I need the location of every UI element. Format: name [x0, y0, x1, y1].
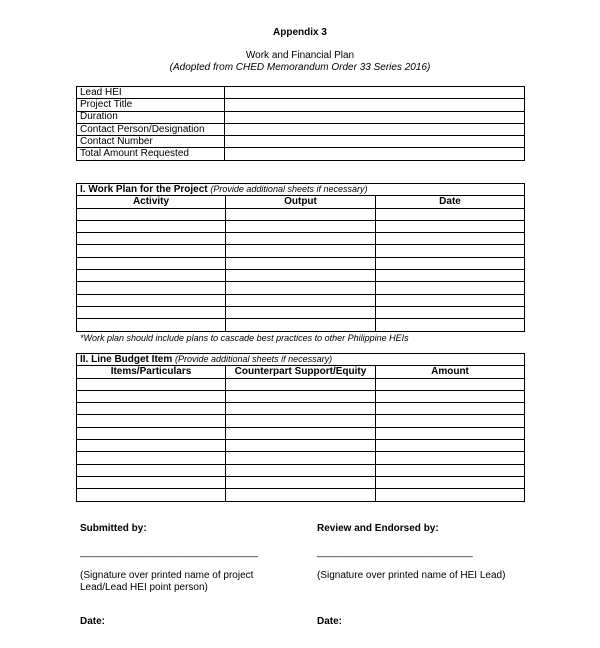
table-cell[interactable]: [226, 378, 376, 390]
table-row: [77, 440, 525, 452]
table-cell[interactable]: [226, 270, 376, 282]
table-cell[interactable]: [226, 427, 376, 439]
table-row: [77, 306, 525, 318]
table-cell[interactable]: [77, 220, 226, 232]
endorsed-date-label: Date:: [317, 616, 343, 627]
table-cell[interactable]: [226, 220, 376, 232]
project-info-table: [76, 86, 525, 161]
info-label: Duration: [77, 111, 225, 123]
table-cell[interactable]: [376, 319, 525, 331]
table-row: [77, 378, 525, 390]
table-cell[interactable]: [226, 452, 376, 464]
info-row: [77, 87, 525, 99]
table-cell[interactable]: [376, 440, 525, 452]
line-budget-table: [76, 353, 525, 502]
table-row: [77, 476, 525, 488]
info-row: [77, 136, 525, 148]
page-subtitle: (Adopted from CHED Memorandum Order 33 Series 2016): [169, 62, 431, 73]
table-cell[interactable]: [376, 378, 525, 390]
table-cell[interactable]: [226, 390, 376, 402]
table-cell[interactable]: [376, 245, 525, 257]
line-budget-heading-note: (Provide additional sheets if necessary): [175, 354, 333, 365]
line-budget-heading-text: II. Line Budget Item: [80, 354, 173, 366]
line-budget-heading: [77, 354, 525, 366]
table-cell[interactable]: [376, 390, 525, 402]
column-header-amount: Amount: [376, 366, 525, 378]
table-cell[interactable]: [226, 415, 376, 427]
table-cell[interactable]: [77, 294, 226, 306]
table-cell[interactable]: [376, 415, 525, 427]
table-cell[interactable]: [226, 208, 376, 220]
table-row: [77, 245, 525, 257]
table-cell[interactable]: [77, 233, 226, 245]
table-cell[interactable]: [376, 464, 525, 476]
endorsed-signature-caption: (Signature over printed name of HEI Lead): [317, 570, 506, 581]
column-header-items: Items/Particulars: [77, 366, 226, 378]
info-value-field[interactable]: [225, 99, 525, 111]
table-cell[interactable]: [376, 403, 525, 415]
info-value-field[interactable]: [225, 111, 525, 123]
work-plan-table: [76, 183, 525, 332]
info-row: [77, 111, 525, 123]
table-row: [77, 464, 525, 476]
table-cell[interactable]: [226, 233, 376, 245]
info-label: Contact Number: [77, 136, 225, 148]
column-header-output: Output: [226, 196, 376, 208]
table-cell[interactable]: [226, 306, 376, 318]
info-value-field[interactable]: [225, 123, 525, 135]
table-cell[interactable]: [77, 476, 226, 488]
info-row: [77, 148, 525, 160]
table-cell[interactable]: [376, 220, 525, 232]
work-plan-heading: [77, 184, 525, 196]
table-cell[interactable]: [77, 245, 226, 257]
table-cell[interactable]: [77, 319, 226, 331]
table-row: [77, 403, 525, 415]
column-header-activity: Activity: [77, 196, 226, 208]
table-row: [77, 427, 525, 439]
table-cell[interactable]: [77, 415, 226, 427]
table-cell[interactable]: [226, 282, 376, 294]
table-cell[interactable]: [376, 306, 525, 318]
table-cell[interactable]: [77, 378, 226, 390]
submitted-signature-caption: (Signature over printed name of project Lead/Lead HEI point person): [80, 570, 254, 593]
appendix-label: Appendix 3: [273, 27, 327, 38]
table-row: [77, 294, 525, 306]
table-row: [77, 233, 525, 245]
table-cell[interactable]: [376, 257, 525, 269]
column-header-date: Date: [376, 196, 525, 208]
table-cell[interactable]: [77, 440, 226, 452]
endorsed-by-label: Review and Endorsed by:: [317, 523, 439, 534]
table-row: [77, 452, 525, 464]
table-cell[interactable]: [376, 427, 525, 439]
endorsed-signature-line: ____________________________: [317, 547, 473, 558]
table-row: [77, 489, 525, 501]
table-cell[interactable]: [376, 476, 525, 488]
work-plan-heading-note: (Provide additional sheets if necessary): [210, 184, 368, 195]
submitted-date-label: Date:: [80, 616, 106, 627]
table-cell[interactable]: [376, 452, 525, 464]
table-cell[interactable]: [226, 319, 376, 331]
page-title: Work and Financial Plan: [245, 50, 355, 61]
table-row: [77, 257, 525, 269]
submitted-by-label: Submitted by:: [80, 523, 147, 534]
table-row: [77, 220, 525, 232]
table-cell[interactable]: [226, 403, 376, 415]
table-cell[interactable]: [226, 294, 376, 306]
table-cell[interactable]: [77, 390, 226, 402]
column-header-counterpart: Counterpart Support/Equity: [226, 366, 376, 378]
table-cell[interactable]: [77, 282, 226, 294]
table-cell[interactable]: [77, 257, 226, 269]
info-label: Total Amount Requested: [77, 148, 225, 160]
table-row: [77, 390, 525, 402]
info-label: Lead HEI: [77, 87, 225, 99]
table-cell[interactable]: [77, 452, 226, 464]
info-value-field[interactable]: [225, 87, 525, 99]
table-cell[interactable]: [376, 282, 525, 294]
table-cell[interactable]: [77, 464, 226, 476]
table-cell[interactable]: [77, 270, 226, 282]
info-row: [77, 99, 525, 111]
table-cell[interactable]: [226, 245, 376, 257]
table-cell[interactable]: [376, 208, 525, 220]
table-cell[interactable]: [376, 294, 525, 306]
table-cell[interactable]: [77, 403, 226, 415]
table-row: [77, 208, 525, 220]
table-cell[interactable]: [226, 489, 376, 501]
table-cell[interactable]: [77, 208, 226, 220]
table-cell[interactable]: [77, 427, 226, 439]
submitted-signature-line: ________________________________: [80, 547, 258, 558]
work-plan-heading-text: I. Work Plan for the Project: [80, 184, 208, 196]
table-cell[interactable]: [226, 464, 376, 476]
info-value-field[interactable]: [225, 148, 525, 160]
table-cell[interactable]: [376, 233, 525, 245]
table-cell[interactable]: [226, 257, 376, 269]
info-row: [77, 123, 525, 135]
table-row: [77, 270, 525, 282]
work-plan-footnote: *Work plan should include plans to cascade best practices to other Philippine HEIs: [80, 333, 409, 343]
table-cell[interactable]: [376, 489, 525, 501]
table-cell[interactable]: [77, 489, 226, 501]
table-cell[interactable]: [77, 306, 226, 318]
table-cell[interactable]: [376, 270, 525, 282]
table-cell[interactable]: [226, 440, 376, 452]
info-label: Contact Person/Designation: [77, 123, 225, 135]
table-row: [77, 415, 525, 427]
table-row: [77, 319, 525, 331]
table-row: [77, 282, 525, 294]
info-label: Project Title: [77, 99, 225, 111]
table-cell[interactable]: [226, 476, 376, 488]
info-value-field[interactable]: [225, 136, 525, 148]
